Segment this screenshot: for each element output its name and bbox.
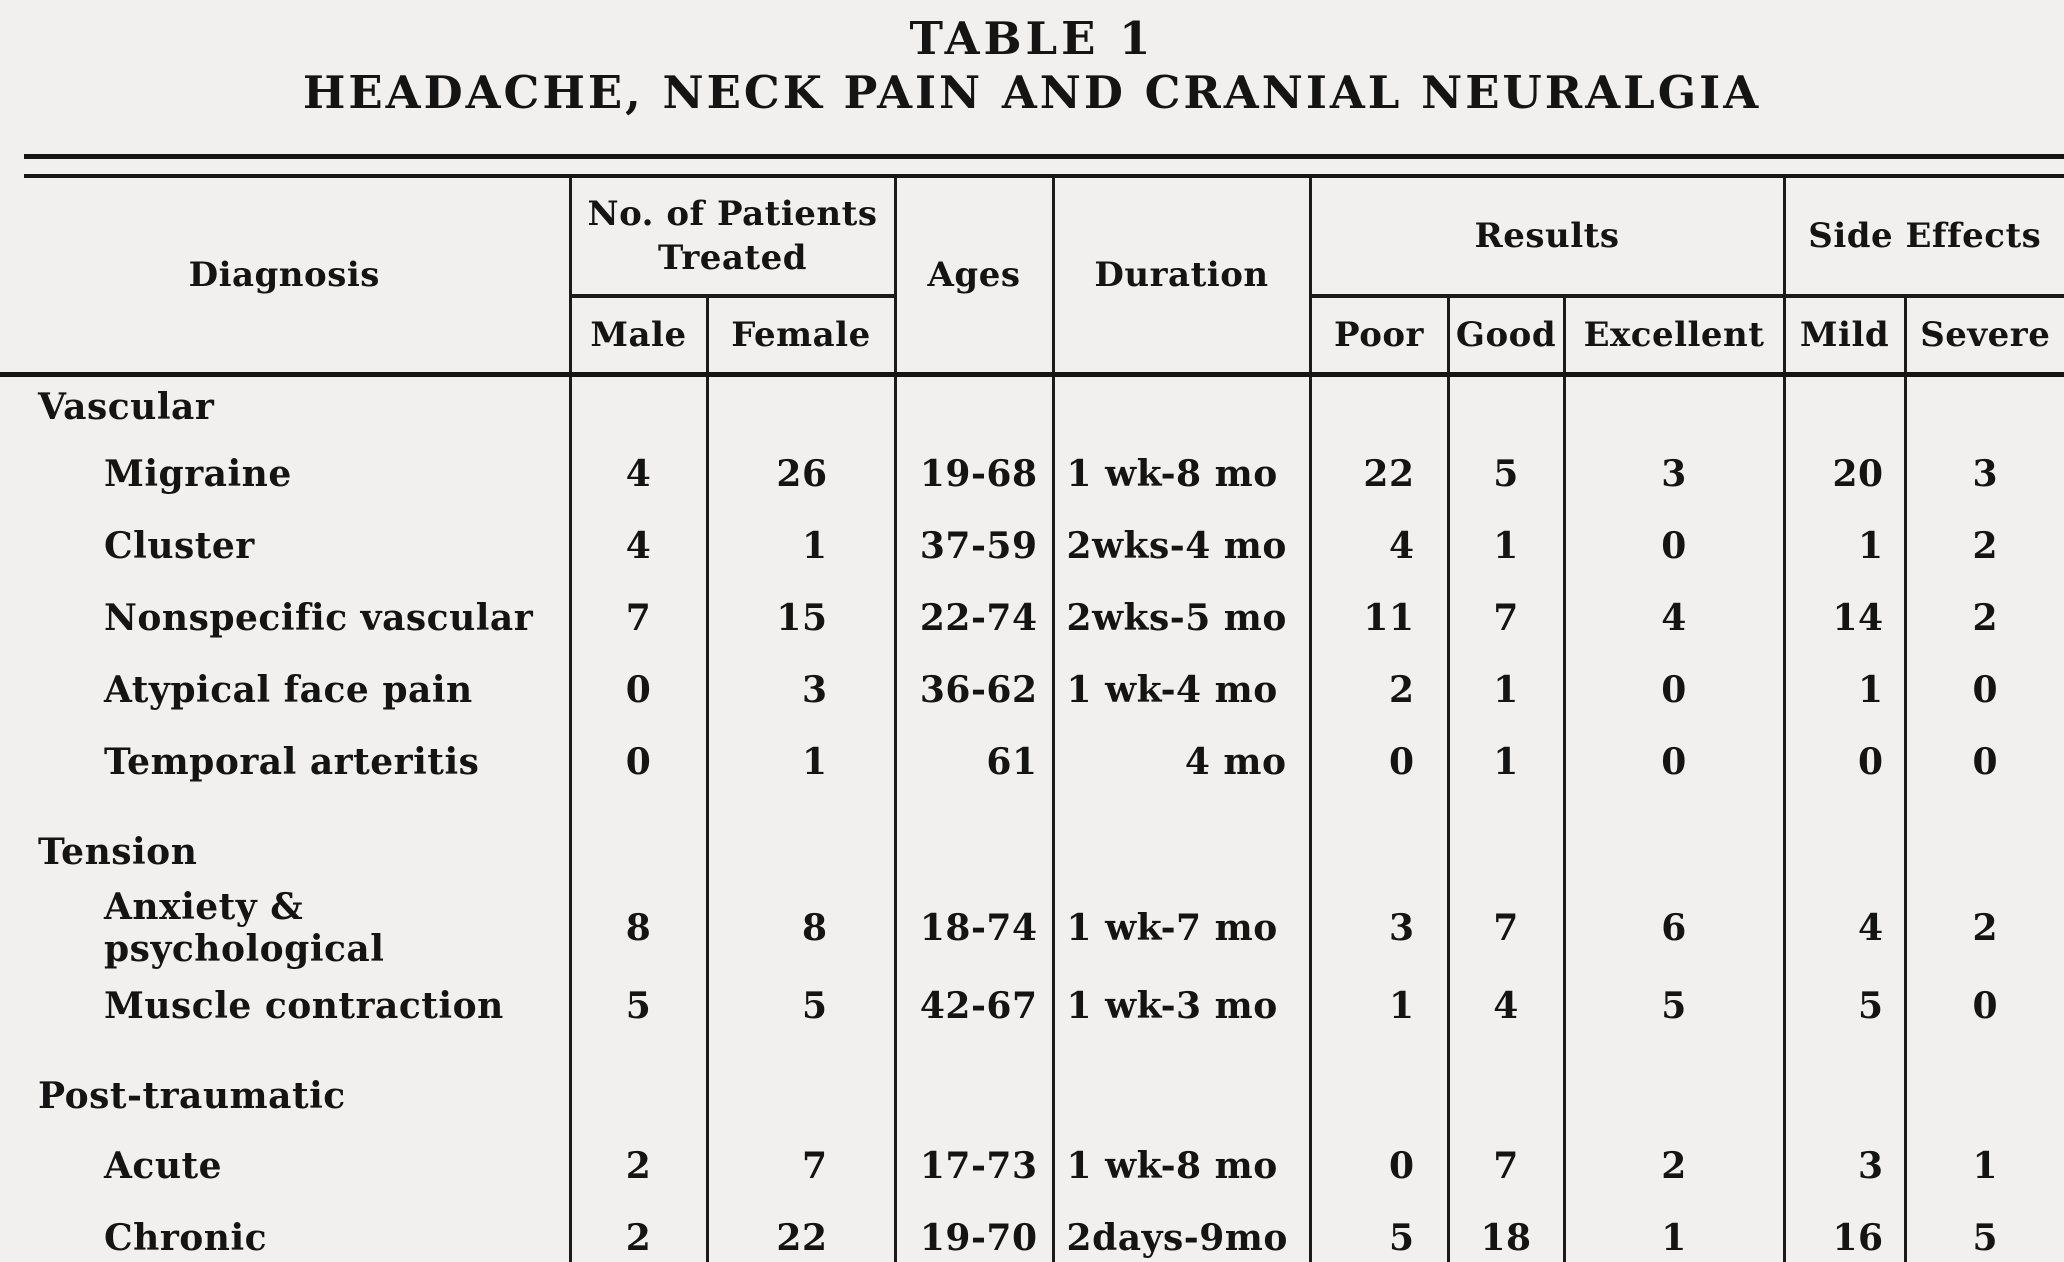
data-row: [0, 886, 2064, 970]
group-label: Vascular: [0, 374, 570, 438]
cell-ages: 17-73: [895, 1130, 1053, 1202]
cell-duration: 1 wk-8 mo: [1053, 1130, 1310, 1202]
cell-good: 1: [1448, 726, 1564, 798]
data-row: [0, 726, 2064, 798]
cell-duration: 2wks-5 mo: [1053, 582, 1310, 654]
cell-excellent: 4: [1564, 582, 1784, 654]
cell-good: 7: [1448, 886, 1564, 970]
cell-ages: 19-70: [895, 1202, 1053, 1262]
header-side-effects-group: Side Effects: [1784, 178, 2064, 296]
cell-female: [707, 374, 895, 438]
data-table: [0, 178, 2064, 1262]
cell-diagnosis: Cluster: [0, 510, 570, 582]
cell-duration: [1053, 1042, 1310, 1130]
cell-excellent: 3: [1564, 438, 1784, 510]
cell-mild: [1784, 798, 1905, 886]
cell-severe: 2: [1972, 525, 1999, 567]
cell-mild: 1: [1784, 510, 1905, 582]
cell-excellent: 0: [1564, 726, 1784, 798]
header-good: Good: [1448, 296, 1564, 374]
cell-good: 7: [1448, 582, 1564, 654]
cell-excellent: 2: [1564, 1130, 1784, 1202]
cell-duration: 1 wk-4 mo: [1053, 654, 1310, 726]
cell-male: [570, 798, 707, 886]
cell-duration: 1 wk-3 mo: [1053, 970, 1310, 1042]
data-row: [0, 970, 2064, 1042]
cell-male: 0: [570, 726, 707, 798]
header-duration: Duration: [1053, 178, 1310, 374]
cell-diagnosis: Atypical face pain: [0, 654, 570, 726]
cell-good: [1448, 1042, 1564, 1130]
cell-ages: [895, 374, 1053, 438]
cell-poor: 2: [1310, 654, 1448, 726]
group-row: [0, 798, 2064, 886]
cell-excellent: 0: [1564, 510, 1784, 582]
cell-female: 1: [707, 726, 895, 798]
cell-good: [1448, 798, 1564, 886]
cell-severe: 2: [1972, 597, 1999, 639]
cell-mild: [1784, 1042, 1905, 1130]
cell-duration: [1053, 798, 1310, 886]
cell-poor: 0: [1310, 726, 1448, 798]
cell-ages: [895, 1042, 1053, 1130]
cell-male: 4: [570, 438, 707, 510]
cell-diagnosis: Nonspecific vascular: [0, 582, 570, 654]
cell-diagnosis: Chronic: [0, 1202, 570, 1262]
cell-poor: 22: [1310, 438, 1448, 510]
cell-mild: 3: [1784, 1130, 1905, 1202]
group-label: Post-traumatic: [0, 1042, 570, 1130]
cell-poor: 1: [1310, 970, 1448, 1042]
cell-mild: 4: [1784, 886, 1905, 970]
cell-male: 2: [570, 1202, 707, 1262]
cell-ages: 36-62: [895, 654, 1053, 726]
cell-female: 7: [707, 1130, 895, 1202]
cell-female: 15: [707, 582, 895, 654]
cell-excellent: [1564, 798, 1784, 886]
cell-severe: 0: [1972, 669, 1999, 711]
cell-ages: 42-67: [895, 970, 1053, 1042]
top-double-rule: [24, 154, 2064, 178]
cell-diagnosis: Anxiety & psychological: [0, 886, 570, 970]
cell-excellent: [1564, 1042, 1784, 1130]
cell-diagnosis: Acute: [0, 1130, 570, 1202]
cell-poor: 3: [1310, 886, 1448, 970]
cell-good: 7: [1448, 1130, 1564, 1202]
cell-female: 8: [707, 886, 895, 970]
cell-ages: 19-68: [895, 438, 1053, 510]
cell-female: [707, 1042, 895, 1130]
cell-good: 1: [1448, 510, 1564, 582]
cell-female: [707, 798, 895, 886]
cell-severe: [1905, 1042, 2064, 1130]
header-results-group: Results: [1310, 178, 1784, 296]
cell-diagnosis: Migraine: [0, 438, 570, 510]
cell-duration: 4 mo: [1053, 726, 1310, 798]
cell-poor: [1310, 1042, 1448, 1130]
cell-good: 5: [1448, 438, 1564, 510]
cell-female: 26: [707, 438, 895, 510]
table-body: [0, 374, 2064, 1262]
cell-severe: 0: [1972, 985, 1999, 1027]
cell-excellent: 1: [1564, 1202, 1784, 1262]
data-row: [0, 582, 2064, 654]
cell-female: 1: [707, 510, 895, 582]
header-mild: Mild: [1784, 296, 1905, 374]
cell-poor: 4: [1310, 510, 1448, 582]
cell-severe: [1905, 798, 2064, 886]
cell-male: [570, 1042, 707, 1130]
cell-mild: 1: [1784, 654, 1905, 726]
cell-good: 4: [1448, 970, 1564, 1042]
cell-duration: 2wks-4 mo: [1053, 510, 1310, 582]
header-female: Female: [707, 296, 895, 374]
header-severe: Severe: [1905, 296, 2064, 374]
cell-ages: 61: [895, 726, 1053, 798]
cell-ages: 37-59: [895, 510, 1053, 582]
cell-severe: 5: [1972, 1217, 1999, 1259]
cell-ages: 18-74: [895, 886, 1053, 970]
cell-poor: [1310, 374, 1448, 438]
cell-male: 2: [570, 1130, 707, 1202]
header-diagnosis: Diagnosis: [0, 178, 570, 374]
table-header: [0, 178, 2064, 374]
cell-severe: 2: [1972, 907, 1999, 949]
cell-duration: 1 wk-7 mo: [1053, 886, 1310, 970]
cell-male: 7: [570, 582, 707, 654]
table-number: TABLE 1: [909, 12, 1155, 65]
cell-excellent: [1564, 374, 1784, 438]
cell-ages: [895, 798, 1053, 886]
cell-severe: 0: [1972, 741, 1999, 783]
cell-diagnosis: Temporal arteritis: [0, 726, 570, 798]
cell-severe: [1905, 374, 2064, 438]
cell-mild: 0: [1784, 726, 1905, 798]
header-poor: Poor: [1310, 296, 1448, 374]
data-row: [0, 438, 2064, 510]
cell-ages: 22-74: [895, 582, 1053, 654]
cell-severe: 1: [1972, 1145, 1999, 1187]
cell-good: [1448, 374, 1564, 438]
cell-diagnosis: Muscle contraction: [0, 970, 570, 1042]
cell-poor: 5: [1310, 1202, 1448, 1262]
cell-duration: 2days-9mo: [1053, 1202, 1310, 1262]
data-row: [0, 654, 2064, 726]
group-label: Tension: [0, 798, 570, 886]
group-row: [0, 1042, 2064, 1130]
cell-good: 1: [1448, 654, 1564, 726]
group-row: [0, 374, 2064, 438]
cell-good: 18: [1448, 1202, 1564, 1262]
cell-mild: 5: [1784, 970, 1905, 1042]
cell-mild: 14: [1784, 582, 1905, 654]
cell-male: 5: [570, 970, 707, 1042]
header-patients-group: No. of Patients Treated: [570, 178, 895, 296]
cell-duration: [1053, 374, 1310, 438]
cell-mild: 20: [1784, 438, 1905, 510]
cell-excellent: 5: [1564, 970, 1784, 1042]
cell-male: 8: [570, 886, 707, 970]
cell-poor: 11: [1310, 582, 1448, 654]
cell-poor: 0: [1310, 1130, 1448, 1202]
header-male: Male: [570, 296, 707, 374]
data-row: [0, 1202, 2064, 1262]
cell-excellent: 6: [1564, 886, 1784, 970]
table-caption: HEADACHE, NECK PAIN AND CRANIAL NEURALGIA: [302, 66, 1762, 119]
cell-female: 22: [707, 1202, 895, 1262]
cell-poor: [1310, 798, 1448, 886]
cell-female: 3: [707, 654, 895, 726]
cell-male: 4: [570, 510, 707, 582]
cell-mild: 16: [1784, 1202, 1905, 1262]
cell-male: 0: [570, 654, 707, 726]
data-row: [0, 1130, 2064, 1202]
table-title-block: [0, 12, 2064, 120]
cell-severe: 3: [1972, 453, 1999, 495]
cell-mild: [1784, 374, 1905, 438]
cell-duration: 1 wk-8 mo: [1053, 438, 1310, 510]
header-excellent: Excellent: [1564, 296, 1784, 374]
cell-male: [570, 374, 707, 438]
cell-excellent: 0: [1564, 654, 1784, 726]
header-ages: Ages: [895, 178, 1053, 374]
cell-female: 5: [707, 970, 895, 1042]
data-row: [0, 510, 2064, 582]
